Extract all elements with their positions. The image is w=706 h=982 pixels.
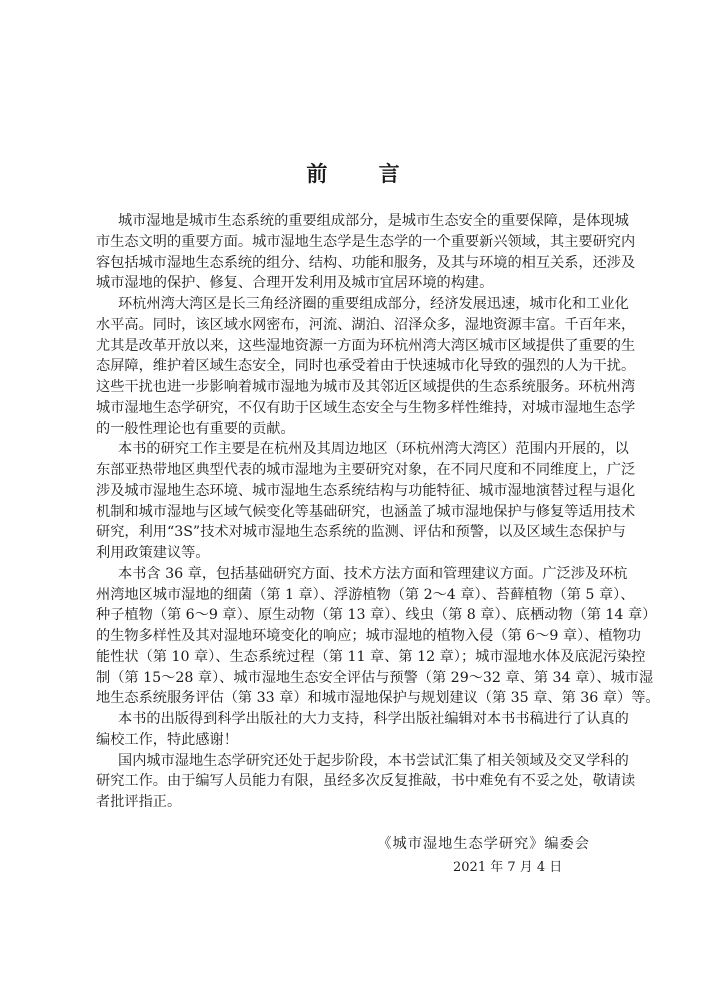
text-line: 尤其是改革开放以来，这些湿地资源一方面为环杭州湾大湾区城市区域提供了重要的生 <box>96 337 636 354</box>
preface-body <box>96 211 660 813</box>
paragraph <box>96 709 629 751</box>
text-line: 者批评指正。 <box>96 794 182 810</box>
text-line: 本书的出版得到科学出版社的大力支持，科学出版社编辑对本书书稿进行了认真的 <box>118 711 629 727</box>
text-line: 态屏障，维护着区域生态安全，同时也承受着由于快速城市化导致的强烈的人为干扰。 <box>96 358 636 375</box>
text-line: 研究工作。由于编写人员能力有限，虽经多次反复推敲，书中难免有不妥之处，敬请读 <box>96 773 636 790</box>
text-line: 本书含 36 章，包括基础研究方面、技术方法方面和管理建议方面。广泛涉及环杭 <box>118 565 628 582</box>
paragraph <box>96 751 636 813</box>
text-line: 涉及城市湿地生态环境、城市湿地生态系统结构与功能特征、城市湿地演替过程与退化 <box>96 482 636 499</box>
text-line: 机制和城市湿地与区域气候变化等基础研究，也涵盖了城市湿地保护与修复等适用技术 <box>96 503 636 520</box>
text-line: 州湾地区城市湿地的细菌（第 1 章）、浮游植物（第 2～4 章）、苔藓植物（第 5 章）、 <box>96 586 635 603</box>
text-line: 市生态文明的重要方面。城市湿地生态学是生态学的一个重要新兴领域，其主要研究内 <box>96 233 636 250</box>
text-line: 的一般性理论也有重要的贡献。 <box>96 420 295 437</box>
text-line: 研究，利用“3S”技术对城市湿地生态系统的监测、评估和预警，以及区域生态保护与 <box>96 524 626 541</box>
paragraph <box>96 211 636 294</box>
text-line: 城市湿地是城市生态系统的重要组成部分，是城市生态安全的重要保障，是体现城 <box>118 213 629 229</box>
text-line: 城市湿地的保护、修复、合理开发利用及城市宜居环境的构建。 <box>96 275 494 292</box>
text-line: 容包括城市湿地生态系统的组分、结构、功能和服务，及其与环境的相互关系，还涉及 <box>96 254 636 271</box>
text-line: 这些干扰也进一步影响着城市湿地为城市及其邻近区域提供的生态系统服务。环杭州湾 <box>96 379 636 395</box>
text-line: 的生物多样性及其对湿地环境变化的响应；城市湿地的植物入侵（第 6～9 章）、植物功 <box>96 628 641 644</box>
text-line: 编校工作，特此感谢！ <box>96 731 238 748</box>
text-line: 水平高。同时，该区域水网密布，河流、湖泊、沼泽众多，湿地资源丰富。千百年来， <box>96 316 636 333</box>
signature: 《城市湿地生态学研究》编委会 <box>377 836 590 852</box>
text-line: 地生态系统服务评估（第 33 章）和城市湿地保护与规划建议（第 35 章、第 36 章）等。 <box>96 690 660 707</box>
text-line: 利用政策建议等。 <box>96 545 210 561</box>
text-line: 种子植物（第 6～9 章）、原生动物（第 13 章）、线虫（第 8 章）、底栖动物（第 14 章） <box>96 607 657 624</box>
text-line: 国内城市湿地生态学研究还处于起步阶段，本书尝试汇集了相关领域及交叉学科的 <box>118 752 629 769</box>
paragraph <box>96 294 636 439</box>
paragraph <box>96 564 660 709</box>
text-line: 东部亚热带地区典型代表的城市湿地为主要研究对象，在不同尺度和不同维度上，广泛 <box>96 462 636 478</box>
text-line: 制（第 15～28 章）、城市湿地生态安全评估与预警（第 29～32 章、第 34 章）、城市湿 <box>96 669 654 686</box>
paragraph <box>96 439 636 564</box>
text-line: 能性状（第 10 章）、生态系统过程（第 11 章、第 12 章）；城市湿地水体及底泥污染控 <box>96 648 646 665</box>
text-line: 城市湿地生态学研究，不仅有助于区域生态安全与生物多样性维持，对城市湿地生态学 <box>96 399 636 416</box>
text-line: 本书的研究工作主要是在杭州及其周边地区（环杭州湾大湾区）范围内开展的，以 <box>118 441 629 458</box>
page-title: 前 言 <box>306 161 422 186</box>
text-line: 环杭州湾大湾区是长三角经济圈的重要组成部分，经济发展迅速，城市化和工业化 <box>118 296 629 312</box>
date: 2021 年 7 月 4 日 <box>453 860 563 875</box>
